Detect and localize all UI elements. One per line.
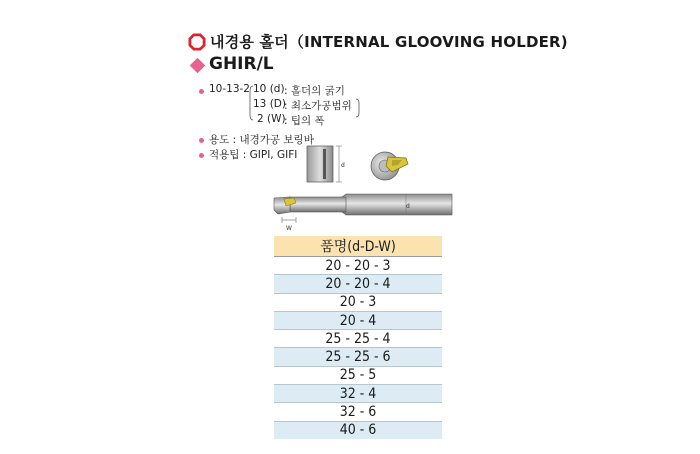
table-row: 20 - 4: [274, 311, 442, 329]
spec-code-D: 13 (D): [253, 98, 286, 110]
table-row: 32 - 4: [274, 385, 442, 403]
usage-note: 용도 : 내경가공 보링바: [209, 134, 314, 146]
dim-label-d-side: d: [406, 203, 410, 210]
bullet-icon: [199, 138, 204, 143]
spec-code-W: 2 (W): [257, 113, 286, 125]
diamond-bullet-icon: [190, 58, 206, 74]
table-row: 32 - 6: [274, 403, 442, 421]
spec-code-d: 10 (d): [253, 83, 285, 95]
dim-label-d-end: d: [341, 162, 345, 169]
table-header: 품명(d-D-W): [274, 236, 442, 257]
spec-code-prefix: 10-13-2: [209, 83, 250, 95]
table-row: 25 - 25 - 6: [274, 348, 442, 366]
table-row: 20 - 3: [274, 293, 442, 311]
spec-brackets: [249, 85, 361, 129]
table-row: 40 - 6: [274, 421, 442, 439]
holder-side-view-diagram: [272, 186, 456, 232]
octagon-logo-icon: [188, 33, 206, 51]
holder-insert-view-diagram: [368, 148, 414, 184]
table-row: 20 - 20 - 4: [274, 275, 442, 293]
bullet-icon: [199, 89, 204, 94]
dim-label-w: W: [286, 225, 292, 232]
spec-desc-W: : 팁의 폭: [284, 115, 325, 127]
product-code-title: GHIR/L: [209, 54, 274, 74]
bullet-icon: [199, 153, 204, 158]
page-title: 내경용 홀더（INTERNAL GLOOVING HOLDER): [210, 33, 568, 51]
product-table: [274, 236, 442, 439]
table-row: 25 - 5: [274, 366, 442, 384]
table-row: 25 - 25 - 4: [274, 330, 442, 348]
table-row: 20 - 20 - 3: [274, 257, 442, 275]
holder-end-view-diagram: [303, 140, 349, 186]
applicable-tip-note: 적용팁 : GIPI, GIFI: [209, 149, 298, 161]
spec-desc-D: : 최소가공범위: [284, 100, 352, 112]
spec-desc-d: : 홀더의 굵기: [284, 85, 345, 97]
